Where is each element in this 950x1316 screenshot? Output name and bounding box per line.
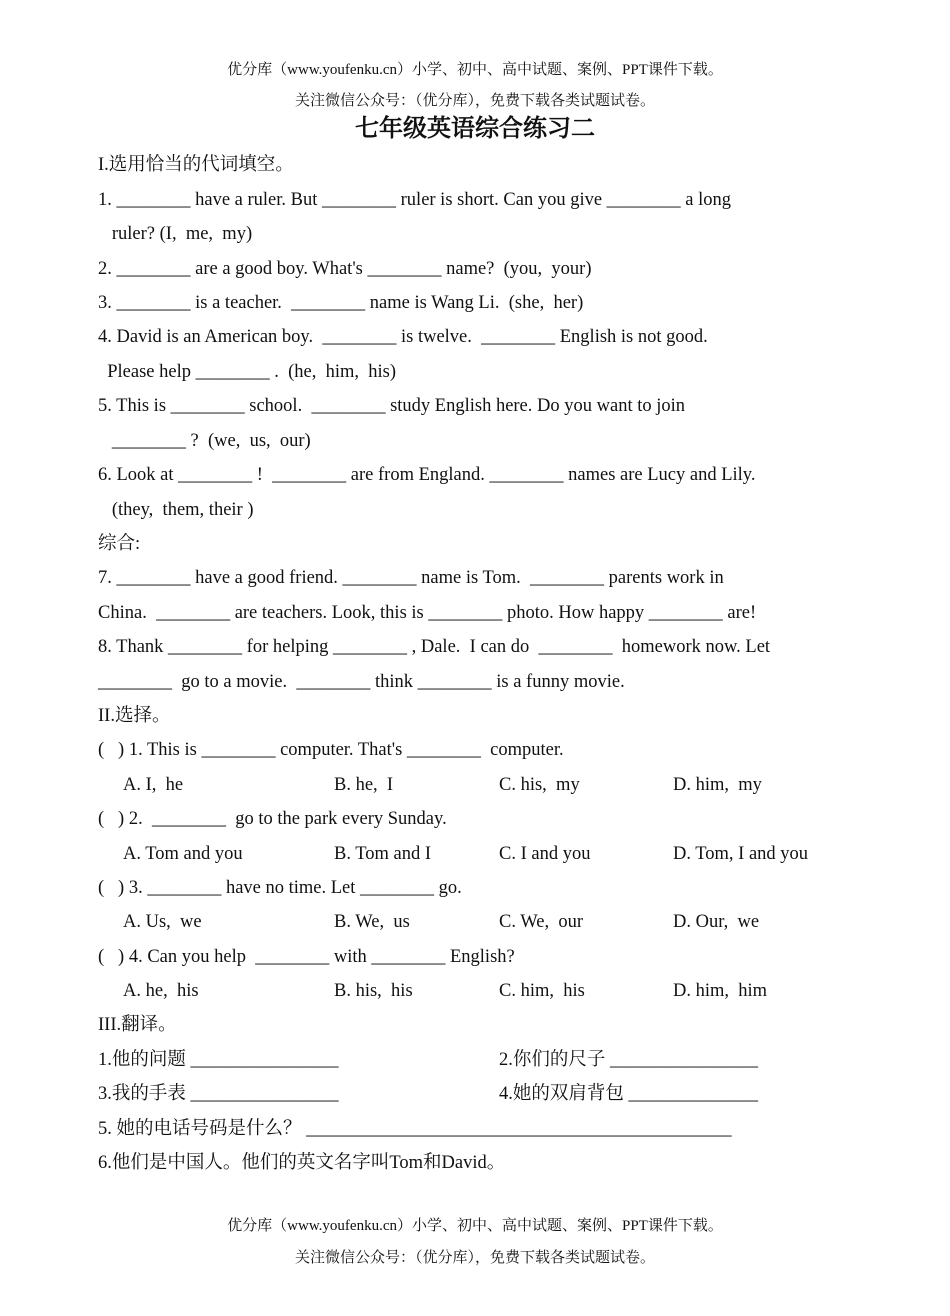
translation-item: 4.她的双肩背包 ______________ — [499, 1084, 759, 1104]
translation-item: 6.他们是中国人。他们的英文名字叫Tom和David。 — [98, 1153, 506, 1173]
exercise-line: (they, them, their ) — [98, 500, 254, 520]
option-c: C. We, our — [499, 912, 583, 932]
translation-item: 5. 她的电话号码是什么？ ______________________________________________ — [98, 1119, 732, 1139]
exercise-line: Please help ________ . (he, him, his) — [98, 362, 397, 382]
option-b: B. Tom and I — [334, 844, 432, 864]
exercise-line: 8. Thank ________ for helping ________ , Dale. I can do ________ homework now. Let — [98, 637, 771, 657]
exercise-line: 4. David is an American boy. ________ is twelve. ________ English is not good. — [98, 327, 708, 347]
exercise-line: ________ go to a movie. ________ think ________ is a funny movie. — [98, 672, 625, 692]
question-stem: ( ) 1. This is ________ computer. That's ________ computer. — [98, 740, 564, 760]
header-line-2: 关注微信公众号：（优分库），免费下载各类试题试卷。 — [294, 93, 655, 109]
option-c: C. his, my — [499, 775, 580, 795]
option-c: C. him, his — [499, 981, 585, 1001]
question-stem: ( ) 3. ________ have no time. Let ________ go. — [98, 878, 462, 898]
question-stem: ( ) 4. Can you help ________ with ________ English? — [98, 947, 515, 967]
exercise-line: 6. Look at ________ ! ________ are from England. ________ names are Lucy and Lily. — [98, 465, 756, 485]
option-b: B. We, us — [334, 912, 410, 932]
section-heading-3: III.翻译。 — [98, 1015, 177, 1035]
footer-line-2: 关注微信公众号：（优分库），免费下载各类试题试卷。 — [294, 1250, 655, 1266]
exercise-line: 5. This is ________ school. ________ study English here. Do you want to join — [98, 396, 686, 416]
translation-item: 3.我的手表 ________________ — [98, 1084, 339, 1104]
exercise-line: 2. ________ are a good boy. What's ________ name? (you, your) — [98, 259, 592, 279]
translation-item: 1.他的问题 ________________ — [98, 1050, 339, 1070]
exercise-line: ruler? (I, me, my) — [98, 224, 253, 244]
option-c: C. I and you — [499, 844, 591, 864]
exercise-line: ________ ? (we, us, our) — [98, 431, 311, 451]
header-line-1: 优分库（www.youfenku.cn）小学、初中、高中试题、案例、PPT课件下载。 — [227, 62, 723, 78]
option-b: B. he, I — [334, 775, 394, 795]
translation-item: 2.你们的尺子 ________________ — [499, 1050, 759, 1070]
exercise-line: 7. ________ have a good friend. ________ name is Tom. ________ parents work in — [98, 568, 724, 588]
question-stem: ( ) 2. ________ go to the park every Sunday. — [98, 809, 447, 829]
exercise-line: 3. ________ is a teacher. ________ name is Wang Li. (she, her) — [98, 293, 584, 313]
option-a: A. I, he — [123, 775, 184, 795]
option-d: D. Tom, I and you — [673, 844, 809, 864]
option-a: A. he, his — [123, 981, 199, 1001]
option-a: A. Us, we — [123, 912, 202, 932]
page-title: 七年级英语综合练习二 — [355, 116, 595, 142]
option-b: B. his, his — [334, 981, 413, 1001]
section-heading-2: II.选择。 — [98, 706, 171, 726]
section-heading-1: I.选用恰当的代词填空。 — [98, 155, 294, 175]
option-a: A. Tom and you — [123, 844, 243, 864]
option-d: D. him, him — [673, 981, 768, 1001]
option-d: D. him, my — [673, 775, 762, 795]
exercise-line: China. ________ are teachers. Look, this is ________ photo. How happy ________ are! — [98, 603, 757, 623]
footer-line-1: 优分库（www.youfenku.cn）小学、初中、高中试题、案例、PPT课件下载。 — [227, 1218, 723, 1234]
option-d: D. Our, we — [673, 912, 760, 932]
sub-heading: 综合: — [98, 534, 141, 554]
exercise-line: 1. ________ have a ruler. But ________ ruler is short. Can you give ________ a long — [98, 190, 732, 210]
